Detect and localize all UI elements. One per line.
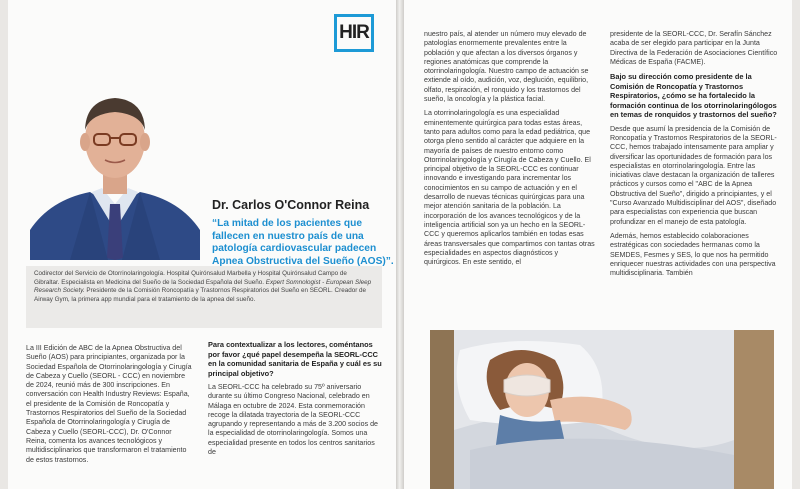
doctor-name: Dr. Carlos O'Connor Reina — [212, 198, 370, 212]
magazine-logo — [334, 14, 374, 52]
bio-text-italic: Expert Somnologist - European Sleep Research Society. — [34, 278, 372, 295]
answer-paragraph-3: La otorrinolaringología es una especialidad eminentemente quirúrgica para todas estas áreas, tanto para adultos como para la edad pediátrica, que otorga pleno sentido al carácter que adquiere en la mayoría de países de nuestro entorno como Otorrinolaringología y Cirugía de Cabeza y Cuello. El principal objetivo de la SEORL-CCC es continuar innovando e investigando para incrementar los conocimientos en su campo de actuación y en el desarrollo de nuevas técnicas quirúrgicas para una mejor atención sanitaria de la población. La incorporación de los avances tecnológicos y de la inteligencia artificial son ya un hecho en la SEORL-CCC y queremos aplicarlos también en todas esas áreas transversales que compartimos con tantas otras especialidades en aspectos diagnósticos y quirúrgicos. En este sentido, el — [424, 109, 595, 267]
answer-paragraph-5: Desde que asumí la presidencia de la Comisión de Roncopatía y Trastornos Respiratorios de la SEORL-CCC, hemos trabajado intensamente para ampliar y diversificar las oportunidades de formación para los especialistas en otorrinolaringología. Entre las iniciativas clave destacan la organización de talleres prácticos y cursos como el "ABC de la Apnea Obstructiva del Sueño", dirigido a principiantes, y el "Curso Avanzado Multidisciplinar del AOS", diseñado para especialistas con experiencia que buscan profundizar en el manejo de esta patología. — [610, 124, 777, 226]
left-column-2 — [208, 340, 384, 462]
right-column-2 — [610, 30, 780, 283]
interview-question-2: Bajo su dirección como presidente de la Comisión de Roncopatía y Trastornos Respiratorios, ¿cómo se ha fortalecido la formación continua de los otorrinolaringólogos en temas de ronquidos y trastornos del sueño? — [610, 72, 777, 120]
sleeping-woman-photo — [430, 330, 774, 489]
left-column-1 — [26, 344, 194, 470]
bio-text-1: Codirector del Servicio de Otorrinolaringología. Hospital Quirónsalud Marbella y Hospital Quirónsalud Campo de Gibraltar. Especialista en Medicina del Sueño de la Sociedad Española del Sueño. — [34, 270, 347, 286]
bio-box — [26, 266, 382, 328]
left-page — [8, 0, 396, 489]
right-column-1 — [424, 30, 596, 272]
answer-paragraph-4: presidente de la SEORL-CCC, Dr. Serafín Sánchez acaba de ser elegido para participar en la Junta Directiva de la Federación de Asociaciones Científico Médicas de España (FACME). — [610, 30, 778, 66]
interview-question-1: Para contextualizar a los lectores, coméntanos por favor ¿qué papel desempeña la SEORL-CCC en la comunidad sanitaria de España y cuál es su principal objetivo? — [208, 340, 382, 378]
portrait-photo — [30, 80, 200, 260]
bio-text-3: Presidente de la Comisión Roncopatía y Trastornos Respiratorios del Sueño en SEORL. Creador de Airway Gym, la primera app mundial para el tratamiento de la apnea del sueño. — [34, 287, 367, 303]
right-page — [404, 0, 792, 489]
page-gutter — [396, 0, 404, 489]
intro-paragraph: La III Edición de ABC de la Apnea Obstructiva del Sueño (AOS) para principiantes, organizada por la Sociedad Española de Otorrinolaringología y Cirugía de Cabeza y Cuello (SEORL - CCC) en noviembre de 2024, reunió más de 300 inscripciones. En conversación con Health Industry Reviews: España, el presidente de la Comisión de Roncopatía y Trastornos Respiratorios del Sueño de la Sociedad Española de Otorrinolaringología y Cirugía de Cabeza y Cuello (SEORL-CCC), Dr. O'Connor Reina, comenta los avances tecnológicos y multidisciplinarios que transformaron el tratamiento de estos trastornos. — [26, 344, 192, 464]
answer-paragraph-2: nuestro país, al atender un número muy elevado de patologías enormemente prevalentes entre la población y que afectan a los diversos órganos y regiones anatómicas que comprende la otorrinolaringología. Nuestro campo de actuación se extiende al oído, audición, voz, deglución, equilibrio, olfato, respiración, el ronquido y los trastornos del sueño, la oncología y la plástica facial. — [424, 30, 589, 104]
answer-paragraph-6: Además, hemos establecido colaboraciones estratégicas con sociedades hermanas como la SEMDES, Fesmes y SES, lo que nos ha permitido enriquecer nuestras actividades con una perspectiva multidisciplinaria. También — [610, 231, 776, 278]
answer-paragraph-1: La SEORL-CCC ha celebrado su 75º aniversario durante su último Congreso Nacional, celebrado en Málaga en octubre de 2024. Esta conmemoración recoge la dilatada trayectoria de la SEORL-CCC agrupando y representando a más de 3.200 socios de la especialidad de otorrinolaringología. Somos una especialidad presente en todos los centros sanitarios de — [208, 383, 378, 457]
pull-quote: “La mitad de los pacientes que fallecen en nuestro país de una patología cardiovascular padecen Apnea Obstructiva del Sueño (AOS)”. — [212, 218, 394, 267]
logo-text: HIR — [339, 22, 369, 43]
